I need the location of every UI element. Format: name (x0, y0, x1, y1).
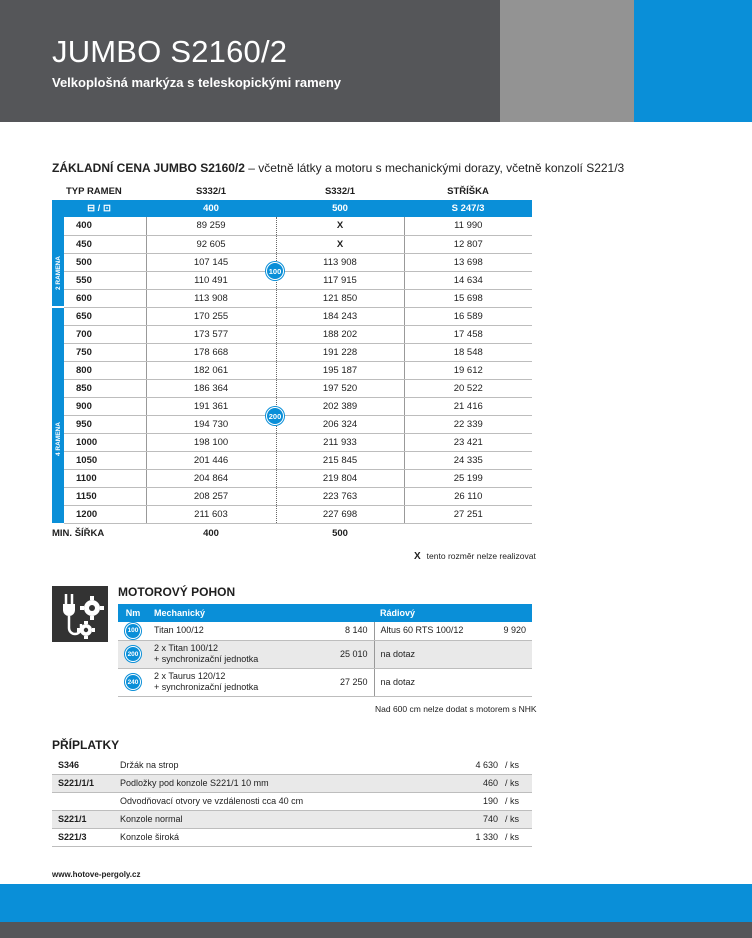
width-cell: 450 (64, 235, 146, 253)
price-s332-400: 201 446 (146, 451, 276, 469)
radio-price (494, 640, 532, 668)
width-cell: 1150 (64, 487, 146, 505)
arm-group-strip (52, 289, 64, 307)
price-canopy: 22 339 (404, 415, 532, 433)
extra-description: Odvodňovací otvory ve vzdálenosti cca 40 cm (114, 792, 442, 810)
extras-row (52, 792, 532, 810)
mechanical-header: Mechanický (148, 604, 374, 622)
price-row (52, 361, 532, 379)
mechanical-motor (148, 668, 288, 696)
nm-cell (118, 640, 148, 668)
extra-price: 460 (442, 774, 502, 792)
mechanical-motor-name: 2 x Taurus 120/12 (154, 671, 226, 681)
price-row (52, 343, 532, 361)
column-header: S332/1 (195, 185, 227, 197)
width-cell: 650 (64, 307, 146, 325)
width-cell: 1200 (64, 505, 146, 523)
extra-code: S346 (52, 756, 114, 774)
arm-group-strip (52, 397, 64, 415)
width-cell: 700 (64, 325, 146, 343)
price-s332-400: 186 364 (146, 379, 276, 397)
extra-price: 4 630 (442, 756, 502, 774)
motor-note: Nad 600 cm nelze dodat s motorem s NHK (375, 704, 537, 714)
price-row (52, 307, 532, 325)
price-canopy: 15 698 (404, 289, 532, 307)
price-canopy: 25 199 (404, 469, 532, 487)
price-row (52, 271, 532, 289)
radio-price: 9 920 (494, 622, 532, 640)
extras-row (52, 828, 532, 846)
price-canopy: 24 335 (404, 451, 532, 469)
price-row (52, 325, 532, 343)
extra-price: 190 (442, 792, 502, 810)
price-s332-500: 219 804 (276, 469, 404, 487)
column-header: STŘÍŠKA (447, 185, 489, 197)
price-s332-500: 188 202 (276, 325, 404, 343)
extras-row (52, 774, 532, 792)
price-row (52, 217, 532, 235)
price-row (52, 289, 532, 307)
price-s332-400: 113 908 (146, 289, 276, 307)
price-s332-500: 211 933 (276, 433, 404, 451)
price-s332-400: 92 605 (146, 235, 276, 253)
extra-code (52, 792, 114, 810)
width-cell: 1000 (64, 433, 146, 451)
price-row (52, 487, 532, 505)
footer-grey-band (0, 922, 752, 938)
price-s332-400: 182 061 (146, 361, 276, 379)
price-canopy: 16 589 (404, 307, 532, 325)
motor-row (118, 668, 532, 696)
price-row (52, 433, 532, 451)
mechanical-motor-addon: + synchronizační jednotka (154, 654, 259, 664)
min-width-label: MIN. ŠÍŘKA (52, 527, 105, 539)
extra-unit: / ks (502, 774, 532, 792)
price-row (52, 379, 532, 397)
price-s332-400: 194 730 (146, 415, 276, 433)
price-s332-500: 206 324 (276, 415, 404, 433)
mechanical-motor-name: Titan 100/12 (154, 625, 204, 636)
price-s332-500: 195 187 (276, 361, 404, 379)
base-price-title-bold: ZÁKLADNÍ CENA JUMBO S2160/2 (52, 161, 245, 175)
price-canopy: 19 612 (404, 361, 532, 379)
page-subtitle: Velkoplošná markýza s teleskopickými rameny (52, 75, 342, 90)
arm-group-strip (52, 343, 64, 361)
mechanical-price: 25 010 (288, 640, 374, 668)
extras-row (52, 810, 532, 828)
arm-group-strip (52, 379, 64, 397)
min-width-value: 500 (332, 527, 348, 539)
base-price-title (52, 161, 624, 175)
extras-row (52, 756, 532, 774)
extra-unit: / ks (502, 810, 532, 828)
mechanical-motor-addon: + synchronizační jednotka (154, 682, 259, 692)
radio-header: Rádiový (374, 604, 532, 622)
width-cell: 500 (64, 253, 146, 271)
arm-group-strip (52, 325, 64, 343)
extras-title: PŘÍPLATKY (52, 738, 120, 752)
price-s332-400: 89 259 (146, 217, 276, 235)
price-row (52, 397, 532, 415)
group-label-2-arms: 2 RAMENA (55, 256, 62, 290)
group-label-4-arms: 4 RAMENA (55, 422, 62, 456)
arm-group-strip (52, 307, 64, 325)
price-canopy: 11 990 (404, 217, 532, 235)
depth-value: 500 (276, 200, 404, 217)
price-s332-400: 178 668 (146, 343, 276, 361)
extras-rows (52, 756, 532, 846)
x-note (414, 551, 536, 562)
min-width-row (52, 523, 532, 543)
depth-value: 400 (146, 200, 276, 217)
price-s332-400: 107 145 (146, 253, 276, 271)
price-rows (52, 217, 532, 523)
price-s332-400: 191 361 (146, 397, 276, 415)
extra-description: Držák na strop (114, 756, 442, 774)
extras-table (52, 756, 532, 847)
width-cell: 1100 (64, 469, 146, 487)
radio-motor: na dotaz (374, 668, 494, 696)
column-header: S332/1 (324, 185, 356, 197)
price-row (52, 235, 532, 253)
base-price-table (52, 182, 532, 543)
arm-group-strip (52, 487, 64, 505)
width-cell: 950 (64, 415, 146, 433)
price-s332-500: 113 908 (276, 253, 404, 271)
extra-unit: / ks (502, 792, 532, 810)
x-mark: X (414, 551, 421, 562)
price-s332-400: 204 864 (146, 469, 276, 487)
price-s332-400: 173 577 (146, 325, 276, 343)
price-canopy: 14 634 (404, 271, 532, 289)
price-s332-400: 170 255 (146, 307, 276, 325)
extra-price: 1 330 (442, 828, 502, 846)
price-canopy: 26 110 (404, 487, 532, 505)
base-price-title-rest: – včetně látky a motoru s mechanickými dorazy, včetně konzolí S221/3 (244, 161, 625, 175)
radio-motor: na dotaz (374, 640, 494, 668)
width-cell: 600 (64, 289, 146, 307)
arm-group-strip (52, 217, 64, 235)
price-row (52, 415, 532, 433)
radio-motor: Altus 60 RTS 100/12 (374, 622, 494, 640)
arm-group-strip (52, 235, 64, 253)
price-s332-500: 121 850 (276, 289, 404, 307)
footer-blue-band (0, 884, 752, 922)
price-canopy: 21 416 (404, 397, 532, 415)
min-width-value: 400 (203, 527, 219, 539)
price-canopy: 13 698 (404, 253, 532, 271)
price-s332-500: 117 915 (276, 271, 404, 289)
width-cell: 850 (64, 379, 146, 397)
arm-group-strip (52, 505, 64, 523)
torque-badge-200: 200 (266, 407, 284, 425)
arm-group-strip (52, 361, 64, 379)
width-cell: 550 (64, 271, 146, 289)
nm-cell (118, 622, 148, 640)
extra-price: 740 (442, 810, 502, 828)
price-s332-500: 184 243 (276, 307, 404, 325)
motor-row (118, 640, 532, 668)
price-canopy: 20 522 (404, 379, 532, 397)
price-s332-400: 208 257 (146, 487, 276, 505)
depth-value: S 247/3 (404, 200, 532, 217)
mechanical-motor (148, 622, 288, 640)
price-s332-500: 227 698 (276, 505, 404, 523)
price-row (52, 253, 532, 271)
extra-code: S221/1 (52, 810, 114, 828)
price-row (52, 505, 532, 523)
width-cell: 800 (64, 361, 146, 379)
header-grey-block (500, 0, 634, 122)
price-s332-400: 211 603 (146, 505, 276, 523)
extra-code: S221/3 (52, 828, 114, 846)
price-s332-500: 223 763 (276, 487, 404, 505)
radio-price (494, 668, 532, 696)
nm-cell (118, 668, 148, 696)
extra-unit: / ks (502, 756, 532, 774)
width-cell: 400 (64, 217, 146, 235)
price-canopy: 18 548 (404, 343, 532, 361)
price-s332-500: 197 520 (276, 379, 404, 397)
nm-badge: 100 (125, 623, 141, 639)
extra-description: Konzole široká (114, 828, 442, 846)
plug-gear-icon (52, 586, 108, 642)
price-s332-500: 191 228 (276, 343, 404, 361)
nm-header: Nm (118, 604, 148, 622)
depth-icons: ⊟ / ⊡ (52, 200, 146, 217)
price-canopy: 17 458 (404, 325, 532, 343)
price-s332-500: X (276, 235, 404, 253)
price-canopy: 12 807 (404, 235, 532, 253)
price-s332-400: 110 491 (146, 271, 276, 289)
motor-table (118, 604, 532, 697)
arm-group-strip (52, 469, 64, 487)
extra-description: Konzole normal (114, 810, 442, 828)
nm-badge: 200 (125, 646, 141, 662)
mechanical-price: 8 140 (288, 622, 374, 640)
width-cell: 1050 (64, 451, 146, 469)
page-title: JUMBO S2160/2 (52, 34, 288, 69)
price-s332-400: 198 100 (146, 433, 276, 451)
motor-row (118, 622, 532, 640)
mechanical-motor (148, 640, 288, 668)
extra-unit: / ks (502, 828, 532, 846)
price-canopy: 23 421 (404, 433, 532, 451)
price-s332-500: 215 845 (276, 451, 404, 469)
footer-url[interactable]: www.hotove-pergoly.cz (52, 870, 141, 879)
mechanical-motor-name: 2 x Titan 100/12 (154, 643, 219, 653)
price-canopy: 27 251 (404, 505, 532, 523)
price-row (52, 469, 532, 487)
arm-type-label: TYP RAMEN (66, 185, 122, 197)
extra-description: Podložky pod konzole S221/1 10 mm (114, 774, 442, 792)
depth-row (52, 200, 532, 217)
width-cell: 750 (64, 343, 146, 361)
header-blue-block (634, 0, 752, 122)
price-s332-500: 202 389 (276, 397, 404, 415)
mechanical-price: 27 250 (288, 668, 374, 696)
motor-rows (118, 622, 532, 696)
width-cell: 900 (64, 397, 146, 415)
x-note-text: tento rozměr nelze realizovat (426, 551, 536, 561)
price-row (52, 451, 532, 469)
extra-code: S221/1/1 (52, 774, 114, 792)
motor-title: MOTOROVÝ POHON (118, 585, 236, 599)
motor-header-row (118, 604, 532, 622)
price-s332-500: X (276, 217, 404, 235)
torque-badge-100: 100 (266, 262, 284, 280)
nm-badge: 240 (125, 674, 141, 690)
column-header-row (52, 182, 532, 200)
